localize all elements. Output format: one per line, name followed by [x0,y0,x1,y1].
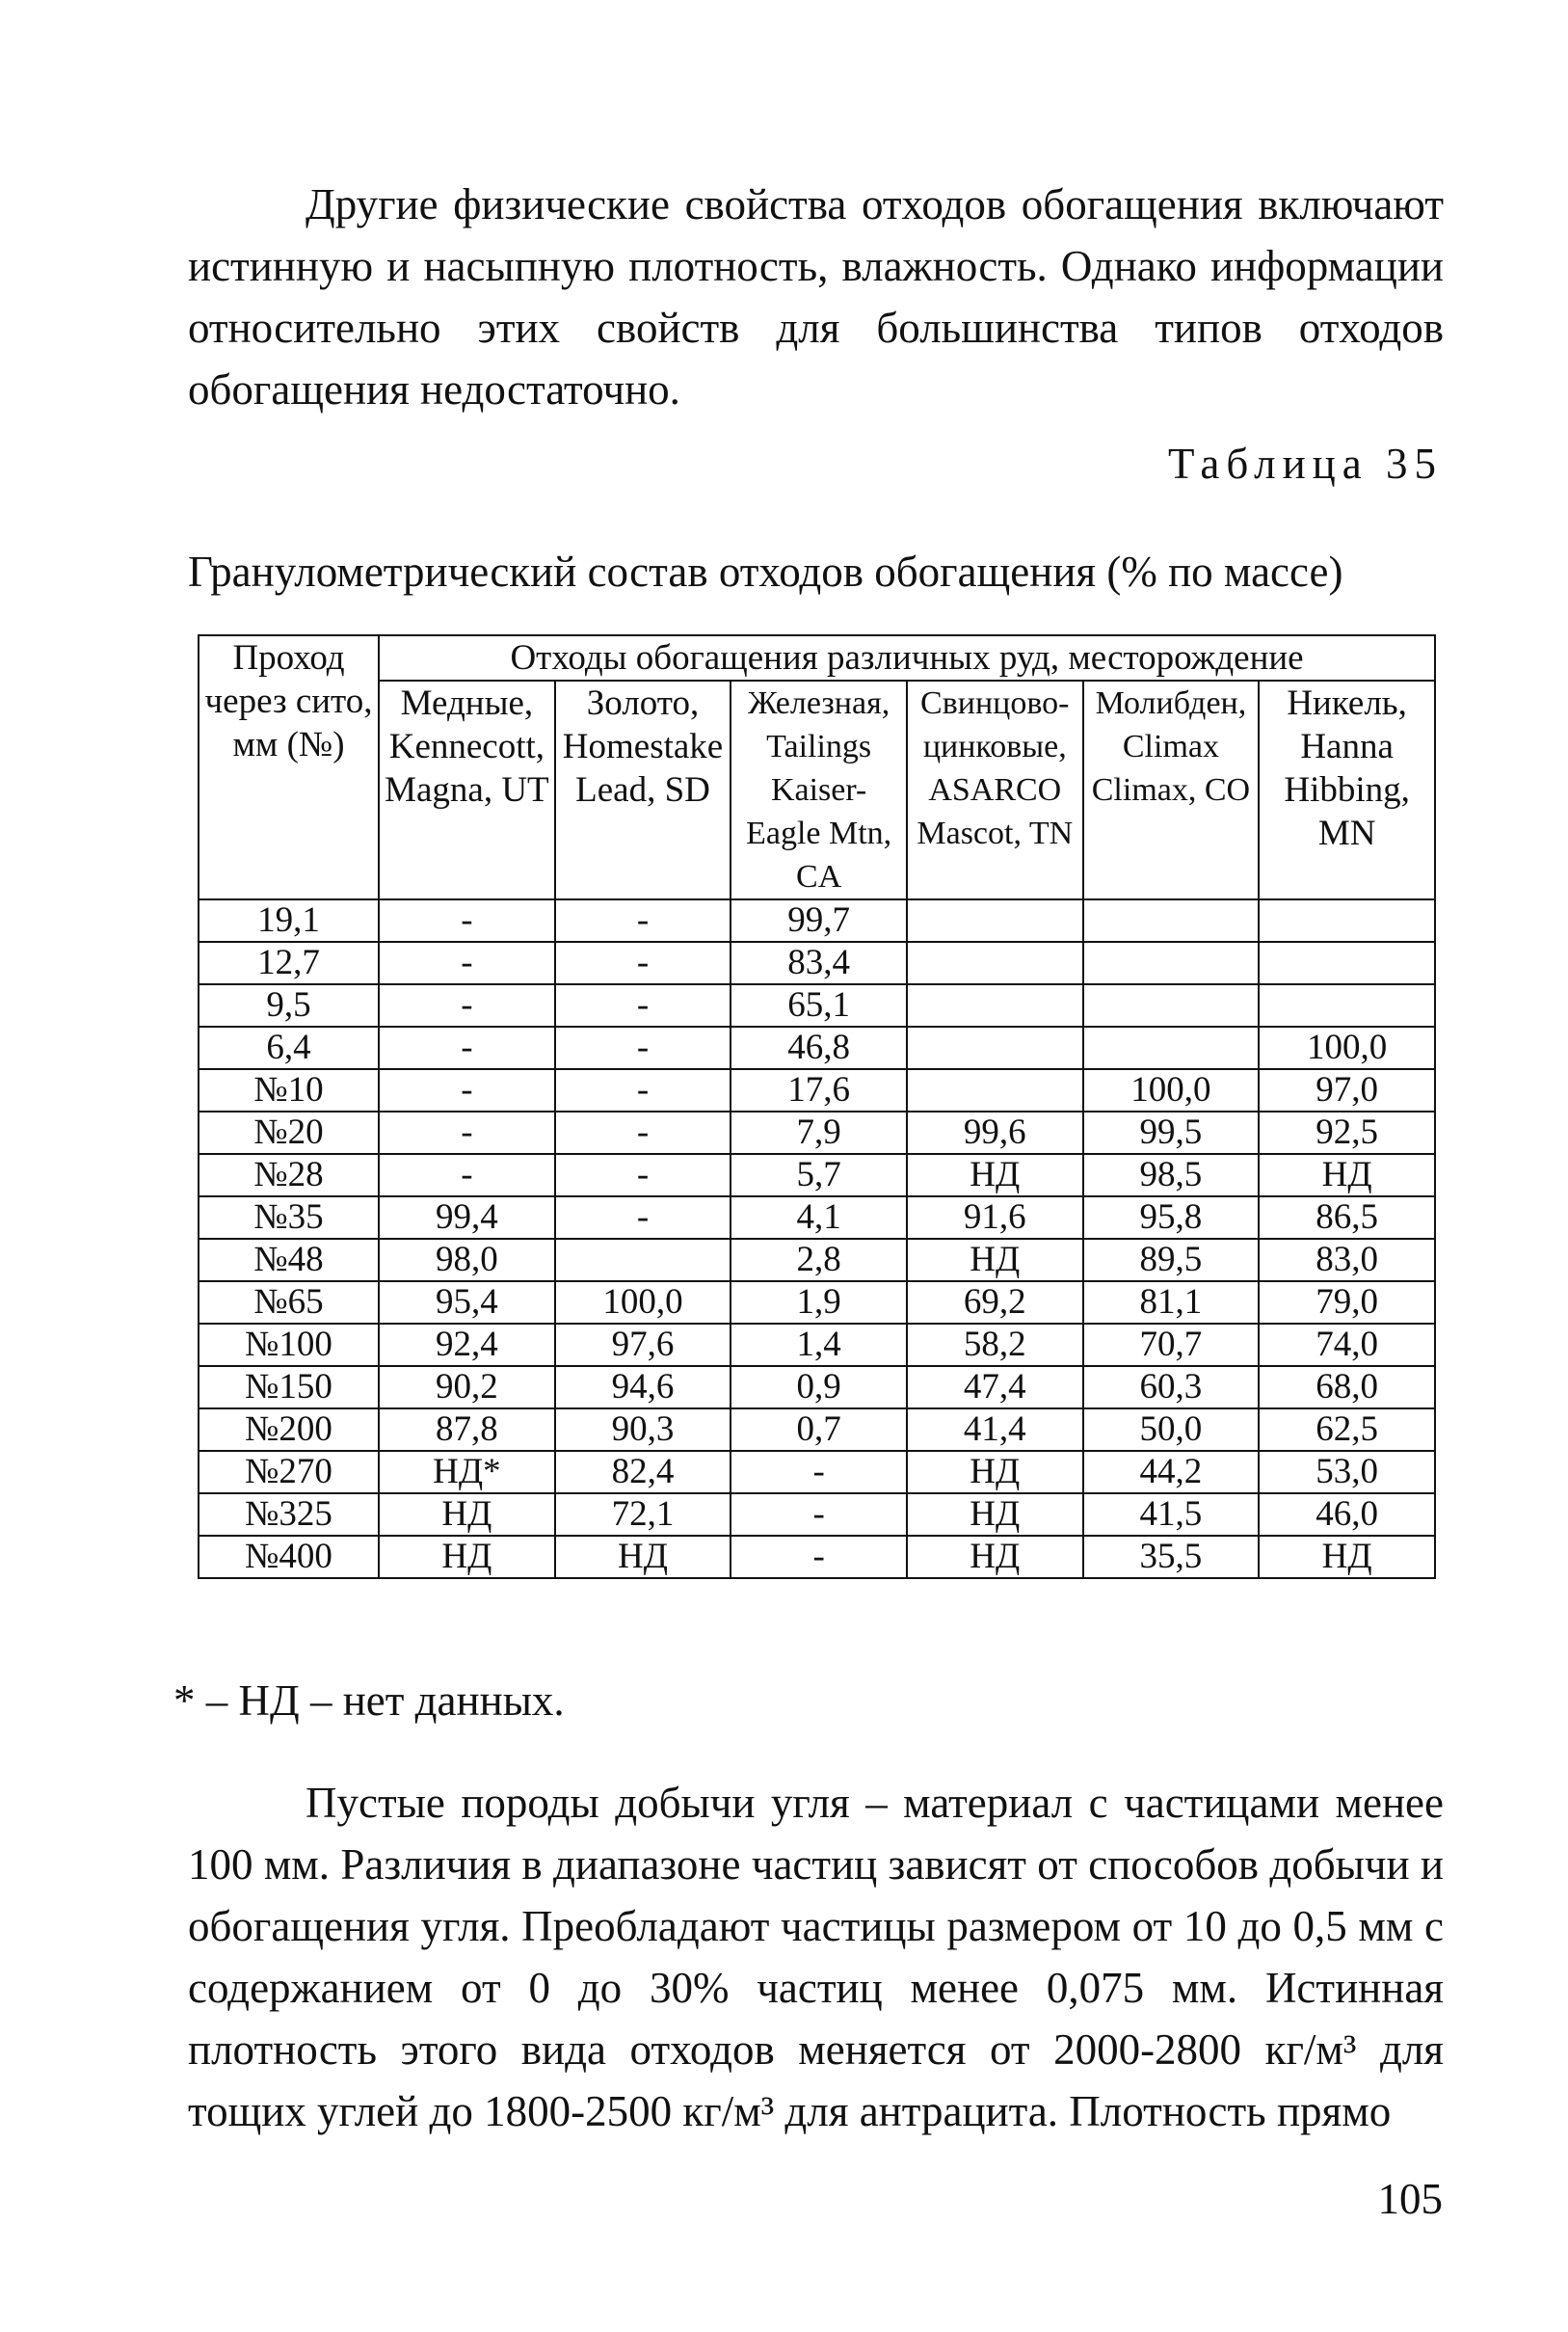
table-cell: - [555,1112,731,1154]
table-cell [1083,984,1260,1027]
table-cell: 79,0 [1259,1281,1435,1324]
table-cell: - [379,942,555,984]
table-cell: - [379,1112,555,1154]
table-cell: 83,0 [1259,1239,1435,1281]
table-cell: 7,9 [731,1112,907,1154]
table-cell: - [379,984,555,1027]
table-cell: 98,5 [1083,1154,1260,1196]
sieve-cell: 6,4 [199,1027,379,1069]
table-cell: 100,0 [1259,1027,1435,1069]
table-cell: 86,5 [1259,1196,1435,1239]
table-cell: НД [907,1239,1083,1281]
table-cell: 2,8 [731,1239,907,1281]
sieve-cell: №10 [199,1069,379,1112]
table-cell: 58,2 [907,1324,1083,1366]
sieve-cell: №65 [199,1281,379,1324]
table-cell: 98,0 [379,1239,555,1281]
table-cell: 100,0 [555,1281,731,1324]
table-cell: 4,1 [731,1196,907,1239]
table-row [199,1408,1435,1451]
table-row [199,1536,1435,1578]
table-cell: 97,0 [1259,1069,1435,1112]
group-header: Отходы обогащения различных руд, месторождение [379,635,1435,681]
sieve-cell: №400 [199,1536,379,1578]
table-row [199,1324,1435,1366]
table-cell: 90,3 [555,1408,731,1451]
table-cell: 1,9 [731,1281,907,1324]
table-row [199,1451,1435,1493]
table-cell: 100,0 [1083,1069,1260,1112]
table-cell: - [555,1196,731,1239]
table-cell: НД [907,1536,1083,1578]
table-cell: 90,2 [379,1366,555,1408]
column-header-iron: Железная, Tailings Kaiser-Eagle Mtn, CA [731,681,907,899]
table-cell: - [379,1154,555,1196]
table-cell: 46,0 [1259,1493,1435,1536]
table-cell: 17,6 [731,1069,907,1112]
sieve-cell: №48 [199,1239,379,1281]
table-cell [1259,984,1435,1027]
table-cell: НД [907,1154,1083,1196]
granulometric-table [198,634,1436,1579]
table-cell: 83,4 [731,942,907,984]
table-cell: 74,0 [1259,1324,1435,1366]
table-cell: НД [907,1451,1083,1493]
table-cell: - [555,984,731,1027]
table-cell: 99,4 [379,1196,555,1239]
table-cell: 65,1 [731,984,907,1027]
table-cell: 68,0 [1259,1366,1435,1408]
table-cell: 99,6 [907,1112,1083,1154]
table-cell: НД [1259,1536,1435,1578]
table-cell: 99,5 [1083,1112,1260,1154]
table-cell [907,984,1083,1027]
table-cell: НД [1259,1154,1435,1196]
table-cell: 44,2 [1083,1451,1260,1493]
table-cell: 5,7 [731,1154,907,1196]
table-cell: 95,4 [379,1281,555,1324]
table-cell: 50,0 [1083,1408,1260,1451]
page-number: 105 [1377,2175,1443,2223]
table-cell: 41,5 [1083,1493,1260,1536]
column-header-gold: Золото, Homestake Lead, SD [555,681,731,899]
table-cell: 46,8 [731,1027,907,1069]
table-cell: 0,9 [731,1366,907,1408]
table-row [199,984,1435,1027]
table-cell: 47,4 [907,1366,1083,1408]
table-cell: 87,8 [379,1408,555,1451]
table-cell: НД [379,1493,555,1536]
table-cell: - [555,1027,731,1069]
table-cell: 94,6 [555,1366,731,1408]
table-cell [555,1239,731,1281]
sieve-cell: 9,5 [199,984,379,1027]
table-row [199,1196,1435,1239]
table-cell: 62,5 [1259,1408,1435,1451]
table-cell: - [555,1069,731,1112]
table-cell: НД [379,1536,555,1578]
table-row [199,1493,1435,1536]
sieve-cell: №28 [199,1154,379,1196]
table-cell: 95,8 [1083,1196,1260,1239]
table-cell: - [731,1451,907,1493]
table-cell: - [731,1493,907,1536]
table-cell [1259,942,1435,984]
table-row [199,1281,1435,1324]
table-cell: 97,6 [555,1324,731,1366]
table-cell: - [379,1027,555,1069]
table-cell: 91,6 [907,1196,1083,1239]
table-cell [907,1027,1083,1069]
table-row [199,1027,1435,1069]
sieve-cell: 19,1 [199,899,379,942]
footnote: * – НД – нет данных. [173,1676,565,1725]
table-body [199,899,1435,1578]
table-cell: НД* [379,1451,555,1493]
table-cell: 72,1 [555,1493,731,1536]
table-label: Таблица 35 [1168,440,1443,488]
table-cell [1083,1027,1260,1069]
sieve-cell: №325 [199,1493,379,1536]
table-cell: 82,4 [555,1451,731,1493]
sieve-cell: 12,7 [199,942,379,984]
column-header-molybdenum: Молибден, Climax Climax, CO [1083,681,1260,899]
table-row [199,1366,1435,1408]
column-header-nickel: Никель, Hanna Hibbing, MN [1259,681,1435,899]
table-cell: 69,2 [907,1281,1083,1324]
table-cell: - [555,942,731,984]
table-row [199,1069,1435,1112]
table-caption: Гранулометрический состав отходов обогащения (% по массе) [188,548,1343,596]
table-cell: 92,5 [1259,1112,1435,1154]
table-cell [907,899,1083,942]
table-cell: НД [555,1536,731,1578]
table-cell: 41,4 [907,1408,1083,1451]
table-cell: 35,5 [1083,1536,1260,1578]
paragraph-physical-properties: Другие физические свойства отходов обогащения включают истинную и насыпную плотность, влажность. Однако информации относительно этих свойств для большинства типов отходов обогащения недостаточно. [188,180,1444,414]
sieve-header: Проход через сито, мм (№) [199,635,379,899]
sieve-cell: №200 [199,1408,379,1451]
table-cell: - [379,1069,555,1112]
table-cell: 92,4 [379,1324,555,1366]
table-cell: - [555,1154,731,1196]
table-row [199,1112,1435,1154]
sieve-cell: №270 [199,1451,379,1493]
table-cell: 1,4 [731,1324,907,1366]
column-header-lead-zinc: Свинцово-цинковые, ASARCO Mascot, TN [907,681,1083,899]
table-cell: 81,1 [1083,1281,1260,1324]
table-cell: 60,3 [1083,1366,1260,1408]
sieve-cell: №35 [199,1196,379,1239]
table-cell: НД [907,1493,1083,1536]
sieve-cell: №100 [199,1324,379,1366]
column-header-copper: Медные, Kennecott, Magna, UT [379,681,555,899]
paragraph-coal-waste: Пустые породы добычи угля – материал с частицами менее 100 мм. Различия в диапазоне частиц зависят от способов добычи и обогащения угля. Преобладают частицы размером от 10 до 0,5 мм с содержанием от 0 до 30% частиц менее 0,075 мм. Истинная плотность этого вида отходов меняется от 2000-2800 кг/м³ для тощих углей до 1800-2500 кг/м³ для антрацита. Плотность прямо [188,1779,1444,2135]
table-cell [1083,899,1260,942]
table-cell: 0,7 [731,1408,907,1451]
table-cell [907,942,1083,984]
table-cell: - [379,899,555,942]
table-row [199,942,1435,984]
table-cell [1259,899,1435,942]
table-cell: - [555,899,731,942]
table-cell: 70,7 [1083,1324,1260,1366]
sieve-cell: №20 [199,1112,379,1154]
table-row [199,899,1435,942]
table-cell [1083,942,1260,984]
table-cell [907,1069,1083,1112]
table-cell: 99,7 [731,899,907,942]
sieve-cell: №150 [199,1366,379,1408]
table-cell: 53,0 [1259,1451,1435,1493]
table-cell: 89,5 [1083,1239,1260,1281]
table-cell: - [731,1536,907,1578]
table-row [199,1239,1435,1281]
table-row [199,1154,1435,1196]
